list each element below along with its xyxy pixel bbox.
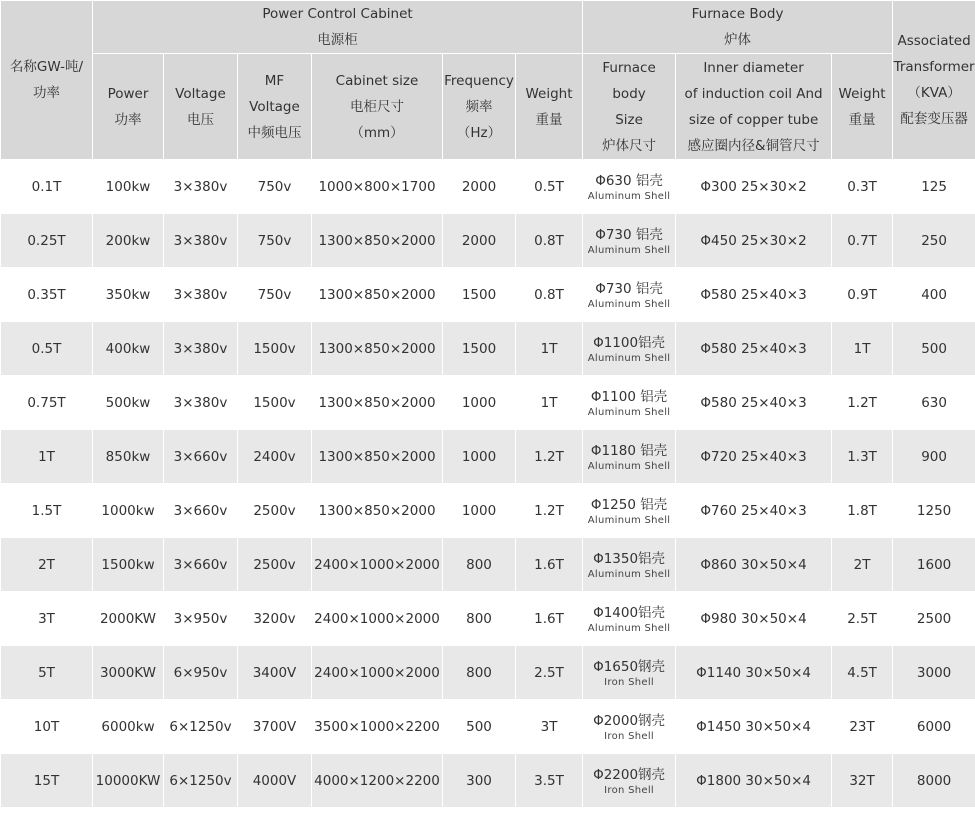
header-line: Size <box>615 111 643 128</box>
header-line: size of copper tube <box>688 111 819 128</box>
cell-cabinet-weight: 1.6T <box>516 538 583 592</box>
cell-voltage: 3×380v <box>164 376 238 430</box>
header-line: Transformer <box>893 59 975 75</box>
shell-material: Aluminum Shell <box>587 460 671 472</box>
cell-transformer: 125 <box>893 160 975 214</box>
shell-size: Φ1100 铝壳 <box>590 388 668 405</box>
cell-mf-voltage: 2500v <box>238 484 312 538</box>
cell-power: 100kw <box>93 160 164 214</box>
header-line: Power <box>107 85 149 102</box>
cell-cabinet-size: 1300×850×2000 <box>312 214 443 268</box>
cell-mf-voltage: 2500v <box>238 538 312 592</box>
header-line: Weight <box>525 85 573 102</box>
cell-coil: Φ450 25×30×2 <box>676 214 832 268</box>
cell-transformer: 250 <box>893 214 975 268</box>
cell-power: 3000KW <box>93 646 164 700</box>
cell-cabinet-weight: 0.8T <box>516 268 583 322</box>
cell-cabinet-weight: 1T <box>516 376 583 430</box>
shell-size: Φ730 铝壳 <box>595 226 663 243</box>
header-line: 炉体 <box>724 32 752 48</box>
shell-material: Aluminum Shell <box>587 244 671 256</box>
header-line: Weight <box>838 85 886 102</box>
cell-mf-voltage: 750v <box>238 160 312 214</box>
cell-coil: Φ1140 30×50×4 <box>676 646 832 700</box>
cell-cabinet-size: 1300×850×2000 <box>312 322 443 376</box>
header-line: 功率 <box>114 111 142 128</box>
cell-transformer: 1600 <box>893 538 975 592</box>
cell-frequency: 800 <box>443 646 516 700</box>
header-line: 名称GW-吨/ <box>9 59 84 75</box>
header-line: body <box>612 85 646 102</box>
cell-model: 3T <box>1 592 93 646</box>
cell-furnace-weight: 1.8T <box>832 484 893 538</box>
cell-frequency: 1000 <box>443 430 516 484</box>
header-line: 重量 <box>848 111 876 128</box>
cell-mf-voltage: 3700V <box>238 700 312 754</box>
cell-cabinet-weight: 1.6T <box>516 592 583 646</box>
cell-model: 0.35T <box>1 268 93 322</box>
cell-mf-voltage: 750v <box>238 214 312 268</box>
header-model <box>1 1 93 160</box>
shell-material: Iron Shell <box>604 730 654 742</box>
header-cabinet-weight <box>516 54 583 160</box>
table-row <box>1 700 975 754</box>
header-coil <box>676 54 832 160</box>
cell-furnace-weight: 1.3T <box>832 430 893 484</box>
cell-cabinet-size: 2400×1000×2000 <box>312 646 443 700</box>
header-frequency <box>443 54 516 160</box>
shell-material: Aluminum Shell <box>587 190 671 202</box>
header-line: 电源柜 <box>317 32 358 48</box>
cell-furnace-weight: 1.2T <box>832 376 893 430</box>
cell-power: 6000kw <box>93 700 164 754</box>
cell-cabinet-size: 2400×1000×2000 <box>312 538 443 592</box>
cell-mf-voltage: 1500v <box>238 376 312 430</box>
cell-cabinet-weight: 1.2T <box>516 430 583 484</box>
table-row <box>1 646 975 700</box>
cell-model: 5T <box>1 646 93 700</box>
cell-furnace-size <box>583 214 676 268</box>
header-line: （mm） <box>350 124 404 141</box>
shell-size: Φ730 铝壳 <box>595 280 663 297</box>
cell-frequency: 1000 <box>443 376 516 430</box>
shell-size: Φ2200钢壳 <box>593 766 666 783</box>
cell-power: 1500kw <box>93 538 164 592</box>
header-line: 重量 <box>535 111 563 128</box>
shell-material: Aluminum Shell <box>587 514 671 526</box>
header-furnace-body <box>583 1 893 54</box>
cell-voltage: 3×380v <box>164 268 238 322</box>
cell-mf-voltage: 3200v <box>238 592 312 646</box>
cell-coil: Φ1450 30×50×4 <box>676 700 832 754</box>
table-row <box>1 322 975 376</box>
header-line: 电柜尺寸 <box>350 98 404 115</box>
table-row <box>1 430 975 484</box>
table-row <box>1 214 975 268</box>
cell-cabinet-size: 4000×1200×2200 <box>312 754 443 808</box>
cell-coil: Φ580 25×40×3 <box>676 322 832 376</box>
cell-power: 10000KW <box>93 754 164 808</box>
cell-model: 10T <box>1 700 93 754</box>
cell-voltage: 3×380v <box>164 322 238 376</box>
shell-material: Iron Shell <box>604 676 654 688</box>
header-cabinet-size <box>312 54 443 160</box>
cell-coil: Φ300 25×30×2 <box>676 160 832 214</box>
cell-voltage: 3×660v <box>164 538 238 592</box>
cell-furnace-size <box>583 646 676 700</box>
cell-voltage: 3×660v <box>164 430 238 484</box>
cell-furnace-size <box>583 376 676 430</box>
cell-cabinet-weight: 0.8T <box>516 214 583 268</box>
header-line: 功率 <box>33 85 60 101</box>
cell-cabinet-weight: 3.5T <box>516 754 583 808</box>
cell-cabinet-size: 3500×1000×2200 <box>312 700 443 754</box>
cell-furnace-weight: 2.5T <box>832 592 893 646</box>
shell-size: Φ1180 铝壳 <box>590 442 668 459</box>
cell-coil: Φ720 25×40×3 <box>676 430 832 484</box>
table-body <box>1 160 975 808</box>
cell-frequency: 2000 <box>443 160 516 214</box>
shell-material: Aluminum Shell <box>587 298 671 310</box>
cell-cabinet-size: 1000×800×1700 <box>312 160 443 214</box>
table-row <box>1 376 975 430</box>
cell-coil: Φ860 30×50×4 <box>676 538 832 592</box>
cell-voltage: 3×660v <box>164 484 238 538</box>
cell-voltage: 3×380v <box>164 214 238 268</box>
header-line: MF <box>264 72 285 89</box>
shell-size: Φ2000钢壳 <box>593 712 666 729</box>
header-furnace-weight <box>832 54 893 160</box>
cell-power: 500kw <box>93 376 164 430</box>
cell-furnace-size <box>583 592 676 646</box>
cell-transformer: 3000 <box>893 646 975 700</box>
cell-frequency: 1500 <box>443 268 516 322</box>
header-line: Voltage <box>175 85 226 102</box>
cell-cabinet-size: 1300×850×2000 <box>312 484 443 538</box>
cell-furnace-size <box>583 538 676 592</box>
header-line: （KVA） <box>907 85 961 101</box>
cell-cabinet-weight: 1.2T <box>516 484 583 538</box>
cell-coil: Φ1800 30×50×4 <box>676 754 832 808</box>
cell-voltage: 6×950v <box>164 646 238 700</box>
cell-power: 400kw <box>93 322 164 376</box>
shell-material: Iron Shell <box>604 784 654 796</box>
cell-furnace-size <box>583 754 676 808</box>
cell-furnace-weight: 0.9T <box>832 268 893 322</box>
cell-furnace-size <box>583 268 676 322</box>
header-line: （Hz） <box>456 124 502 141</box>
cell-furnace-size <box>583 484 676 538</box>
cell-transformer: 8000 <box>893 754 975 808</box>
cell-furnace-size <box>583 430 676 484</box>
table-header <box>1 1 975 160</box>
cell-model: 1T <box>1 430 93 484</box>
cell-voltage: 6×1250v <box>164 754 238 808</box>
cell-mf-voltage: 4000V <box>238 754 312 808</box>
header-mf-voltage <box>238 54 312 160</box>
shell-size: Φ1100铝壳 <box>593 334 666 351</box>
cell-cabinet-size: 1300×850×2000 <box>312 430 443 484</box>
cell-mf-voltage: 3400V <box>238 646 312 700</box>
header-transformer <box>893 1 975 160</box>
cell-frequency: 1500 <box>443 322 516 376</box>
header-line: 炉体尺寸 <box>602 137 657 154</box>
shell-material: Aluminum Shell <box>587 622 671 634</box>
cell-coil: Φ580 25×40×3 <box>676 376 832 430</box>
header-line: Power Control Cabinet <box>262 6 413 22</box>
cell-frequency: 500 <box>443 700 516 754</box>
cell-model: 0.1T <box>1 160 93 214</box>
cell-transformer: 6000 <box>893 700 975 754</box>
cell-cabinet-weight: 1T <box>516 322 583 376</box>
table-row <box>1 268 975 322</box>
cell-frequency: 800 <box>443 592 516 646</box>
cell-power: 2000KW <box>93 592 164 646</box>
table-row <box>1 484 975 538</box>
cell-power: 1000kw <box>93 484 164 538</box>
cell-model: 2T <box>1 538 93 592</box>
cell-furnace-size <box>583 160 676 214</box>
cell-transformer: 500 <box>893 322 975 376</box>
cell-furnace-size <box>583 700 676 754</box>
cell-transformer: 900 <box>893 430 975 484</box>
cell-cabinet-size: 2400×1000×2000 <box>312 592 443 646</box>
cell-power: 850kw <box>93 430 164 484</box>
cell-model: 15T <box>1 754 93 808</box>
cell-coil: Φ760 25×40×3 <box>676 484 832 538</box>
header-furnace-size <box>583 54 676 160</box>
cell-voltage: 6×1250v <box>164 700 238 754</box>
header-line: Furnace <box>602 59 656 76</box>
cell-furnace-size <box>583 322 676 376</box>
cell-furnace-weight: 2T <box>832 538 893 592</box>
header-line: 感应圈内径&铜管尺寸 <box>687 137 820 154</box>
header-power-cabinet <box>93 1 583 54</box>
cell-transformer: 1250 <box>893 484 975 538</box>
header-line: Cabinet size <box>335 72 419 89</box>
header-line: 电压 <box>187 111 214 128</box>
header-voltage <box>164 54 238 160</box>
cell-coil: Φ580 25×40×3 <box>676 268 832 322</box>
shell-material: Aluminum Shell <box>587 568 671 580</box>
cell-coil: Φ980 30×50×4 <box>676 592 832 646</box>
cell-cabinet-weight: 3T <box>516 700 583 754</box>
cell-frequency: 1000 <box>443 484 516 538</box>
cell-model: 0.5T <box>1 322 93 376</box>
cell-model: 0.75T <box>1 376 93 430</box>
header-line: 频率 <box>465 98 493 115</box>
cell-model: 0.25T <box>1 214 93 268</box>
table-row <box>1 592 975 646</box>
cell-power: 350kw <box>93 268 164 322</box>
shell-size: Φ1400铝壳 <box>593 604 666 621</box>
cell-transformer: 400 <box>893 268 975 322</box>
header-line: Frequency <box>444 72 514 89</box>
header-line: 中频电压 <box>247 124 302 141</box>
cell-transformer: 630 <box>893 376 975 430</box>
header-line: 配套变压器 <box>900 111 968 127</box>
cell-mf-voltage: 1500v <box>238 322 312 376</box>
shell-material: Aluminum Shell <box>587 406 671 418</box>
shell-size: Φ1250 铝壳 <box>590 496 668 513</box>
shell-size: Φ1650钢壳 <box>593 658 666 675</box>
table-row <box>1 754 975 808</box>
cell-furnace-weight: 0.3T <box>832 160 893 214</box>
shell-material: Aluminum Shell <box>587 352 671 364</box>
header-line: Associated <box>897 33 971 49</box>
cell-furnace-weight: 32T <box>832 754 893 808</box>
cell-voltage: 3×380v <box>164 160 238 214</box>
cell-mf-voltage: 750v <box>238 268 312 322</box>
header-line: of induction coil And <box>684 85 823 102</box>
cell-cabinet-size: 1300×850×2000 <box>312 376 443 430</box>
cell-frequency: 800 <box>443 538 516 592</box>
header-line: Inner diameter <box>703 59 804 76</box>
shell-size: Φ630 铝壳 <box>595 172 663 189</box>
cell-cabinet-size: 1300×850×2000 <box>312 268 443 322</box>
cell-voltage: 3×950v <box>164 592 238 646</box>
cell-furnace-weight: 23T <box>832 700 893 754</box>
cell-mf-voltage: 2400v <box>238 430 312 484</box>
header-power <box>93 54 164 160</box>
cell-transformer: 2500 <box>893 592 975 646</box>
header-line: Voltage <box>249 98 300 115</box>
table-row <box>1 538 975 592</box>
cell-cabinet-weight: 0.5T <box>516 160 583 214</box>
cell-model: 1.5T <box>1 484 93 538</box>
cell-furnace-weight: 1T <box>832 322 893 376</box>
cell-cabinet-weight: 2.5T <box>516 646 583 700</box>
cell-power: 200kw <box>93 214 164 268</box>
shell-size: Φ1350铝壳 <box>593 550 666 567</box>
cell-furnace-weight: 4.5T <box>832 646 893 700</box>
cell-furnace-weight: 0.7T <box>832 214 893 268</box>
cell-frequency: 300 <box>443 754 516 808</box>
cell-frequency: 2000 <box>443 214 516 268</box>
table-row <box>1 160 975 214</box>
header-line: Furnace Body <box>691 6 784 22</box>
